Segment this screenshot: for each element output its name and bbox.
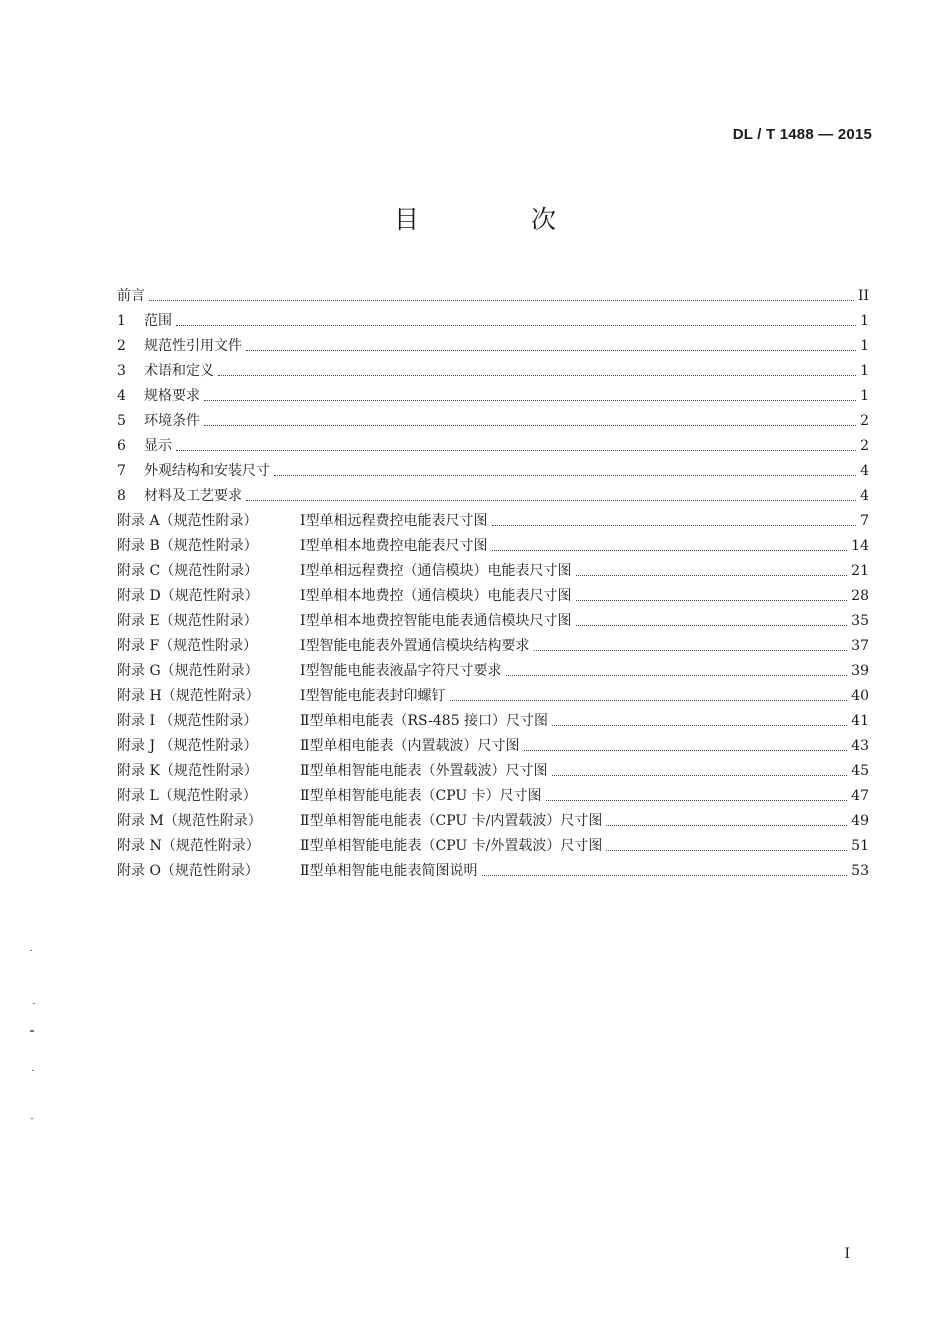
scan-speck: [33, 1003, 35, 1004]
dot-leader: [176, 324, 856, 326]
dot-leader: [552, 774, 848, 776]
toc-appendix-entry[interactable]: [117, 656, 869, 681]
appendix-page: 39: [851, 663, 869, 679]
appendix-tag: 附录 N（规范性附录）: [117, 838, 260, 854]
toc-entry[interactable]: [117, 456, 869, 481]
dot-leader: [204, 399, 856, 401]
toc-entry-label: 规格要求: [144, 388, 200, 404]
toc-appendix-entry[interactable]: [117, 731, 869, 756]
dot-leader: [576, 599, 848, 601]
appendix-label: Ⅰ型单相远程费控电能表尺寸图: [300, 513, 488, 529]
toc-entry[interactable]: [117, 306, 869, 331]
dot-leader: [606, 824, 847, 826]
toc-entry-page: 1: [860, 363, 869, 379]
dot-leader: [546, 799, 848, 801]
scan-speck: [32, 1070, 34, 1071]
dot-leader: [274, 474, 856, 476]
appendix-tag: 附录 D（规范性附录）: [117, 588, 259, 604]
appendix-tag: 附录 M（规范性附录）: [117, 813, 262, 829]
appendix-page: 49: [851, 813, 869, 829]
toc-entry-label: 外观结构和安装尺寸: [144, 463, 270, 479]
toc-entry-label: 前言: [117, 288, 145, 304]
appendix-page: 28: [851, 588, 869, 604]
scan-speck: [30, 1030, 34, 1032]
toc-entry-number: 2: [117, 338, 126, 354]
appendix-label: Ⅱ型单相智能电能表（CPU 卡）尺寸图: [300, 788, 542, 804]
toc-entry-page: 4: [860, 488, 869, 504]
toc-appendix-entry[interactable]: [117, 531, 869, 556]
toc-appendix-entry[interactable]: [117, 831, 869, 856]
dot-leader: [492, 524, 857, 526]
toc-entry-label: 范围: [144, 313, 172, 329]
toc-entry[interactable]: [117, 481, 869, 506]
appendix-tag: 附录 I （规范性附录）: [117, 713, 258, 729]
appendix-page: 35: [851, 613, 869, 629]
toc-entry-label: 材料及工艺要求: [144, 488, 242, 504]
toc-entry[interactable]: [117, 431, 869, 456]
dot-leader: [552, 724, 847, 726]
appendix-tag: 附录 G（规范性附录）: [117, 663, 259, 679]
toc-entry-page: II: [857, 288, 869, 304]
toc-entry-page: 2: [860, 413, 869, 429]
toc-entry-label: 环境条件: [144, 413, 200, 429]
toc-appendix-entry[interactable]: [117, 581, 869, 606]
appendix-page: 21: [851, 563, 869, 579]
appendix-page: 53: [851, 863, 869, 879]
dot-leader: [576, 624, 848, 626]
appendix-label: Ⅱ型单相智能电能表（外置载波）尺寸图: [300, 763, 548, 779]
dot-leader: [204, 424, 856, 426]
appendix-tag: 附录 F（规范性附录）: [117, 638, 258, 654]
toc-entry-number: 7: [117, 463, 126, 479]
toc-entry-number: 1: [117, 313, 126, 329]
toc-appendix-entry[interactable]: [117, 556, 869, 581]
appendix-page: 7: [860, 513, 869, 529]
appendix-label: Ⅱ型单相电能表（RS-485 接口）尺寸图: [300, 713, 549, 729]
appendix-page: 51: [851, 838, 869, 854]
dot-leader: [576, 574, 848, 576]
dot-leader: [450, 699, 848, 701]
appendix-tag: 附录 K（规范性附录）: [117, 763, 258, 779]
toc-appendix-entry[interactable]: [117, 806, 869, 831]
page-title: 目 次: [394, 205, 608, 234]
toc-appendix-entry[interactable]: [117, 681, 869, 706]
toc-appendix-entry[interactable]: [117, 756, 869, 781]
toc-entry-page: 1: [860, 338, 869, 354]
toc-entry-number: 3: [117, 363, 126, 379]
appendix-label: Ⅱ型单相电能表（内置载波）尺寸图: [300, 738, 520, 754]
dot-leader: [524, 749, 848, 751]
appendix-tag: 附录 A（规范性附录）: [117, 513, 258, 529]
appendix-page: 41: [851, 713, 869, 729]
appendix-tag: 附录 H（规范性附录）: [117, 688, 260, 704]
toc-entry[interactable]: [117, 381, 869, 406]
appendix-label: Ⅱ型单相智能电能表（CPU 卡/内置载波）尺寸图: [300, 813, 603, 829]
standard-code: DL / T 1488 — 2015: [732, 126, 872, 143]
dot-leader: [534, 649, 848, 651]
toc-entry-page: 4: [860, 463, 869, 479]
appendix-label: Ⅰ型智能电能表液晶字符尺寸要求: [300, 663, 502, 679]
dot-leader: [492, 549, 848, 551]
toc-entry-number: 8: [117, 488, 126, 504]
appendix-page: 37: [851, 638, 869, 654]
toc-entry-page: 2: [860, 438, 869, 454]
appendix-tag: 附录 O（规范性附录）: [117, 863, 259, 879]
page-number: I: [844, 1246, 850, 1262]
scan-speck: [31, 1118, 33, 1119]
toc-appendix-entry[interactable]: [117, 631, 869, 656]
toc-appendix-entry[interactable]: [117, 606, 869, 631]
appendix-label: Ⅰ型智能电能表封印螺钉: [300, 688, 446, 704]
toc-entry-number: 4: [117, 388, 126, 404]
appendix-tag: 附录 C（规范性附录）: [117, 563, 259, 579]
dot-leader: [506, 674, 848, 676]
toc-entry-label: 规范性引用文件: [144, 338, 242, 354]
dot-leader: [149, 299, 854, 301]
appendix-label: Ⅱ型单相智能电能表（CPU 卡/外置载波）尺寸图: [300, 838, 603, 854]
appendix-label: Ⅰ型单相本地费控（通信模块）电能表尺寸图: [300, 588, 572, 604]
toc-entry[interactable]: [117, 406, 869, 431]
appendix-tag: 附录 J （规范性附录）: [117, 738, 258, 754]
toc-appendix-entry[interactable]: [117, 506, 869, 531]
appendix-label: Ⅰ型智能电能表外置通信模块结构要求: [300, 638, 530, 654]
appendix-tag: 附录 B（规范性附录）: [117, 538, 258, 554]
scan-speck: [30, 950, 32, 951]
toc-entry-number: 5: [117, 413, 126, 429]
appendix-page: 40: [851, 688, 869, 704]
appendix-tag: 附录 E（规范性附录）: [117, 613, 258, 629]
appendix-page: 45: [851, 763, 869, 779]
toc-entry[interactable]: [117, 331, 869, 356]
toc-entry-page: 1: [860, 388, 869, 404]
toc-entry-page: 1: [860, 313, 869, 329]
toc-entry-number: 6: [117, 438, 126, 454]
toc-appendix-entry[interactable]: [117, 856, 869, 881]
toc-entry[interactable]: [117, 356, 869, 381]
toc-entry-label: 术语和定义: [144, 363, 214, 379]
appendix-page: 14: [851, 538, 869, 554]
dot-leader: [246, 499, 856, 501]
appendix-page: 47: [851, 788, 869, 804]
dot-leader: [482, 874, 848, 876]
appendix-label: Ⅰ型单相本地费控智能电能表通信模块尺寸图: [300, 613, 572, 629]
dot-leader: [218, 374, 856, 376]
dot-leader: [606, 849, 847, 851]
appendix-label: Ⅰ型单相本地费控电能表尺寸图: [300, 538, 488, 554]
toc-entry[interactable]: [117, 281, 869, 306]
dot-leader: [176, 449, 856, 451]
toc-appendix-entry[interactable]: [117, 781, 869, 806]
appendix-label: Ⅱ型单相智能电能表简图说明: [300, 863, 478, 879]
table-of-contents: [117, 281, 869, 881]
toc-entry-label: 显示: [144, 438, 172, 454]
dot-leader: [246, 349, 856, 351]
appendix-label: Ⅰ型单相远程费控（通信模块）电能表尺寸图: [300, 563, 572, 579]
appendix-page: 43: [851, 738, 869, 754]
toc-appendix-entry[interactable]: [117, 706, 869, 731]
appendix-tag: 附录 L（规范性附录）: [117, 788, 257, 804]
